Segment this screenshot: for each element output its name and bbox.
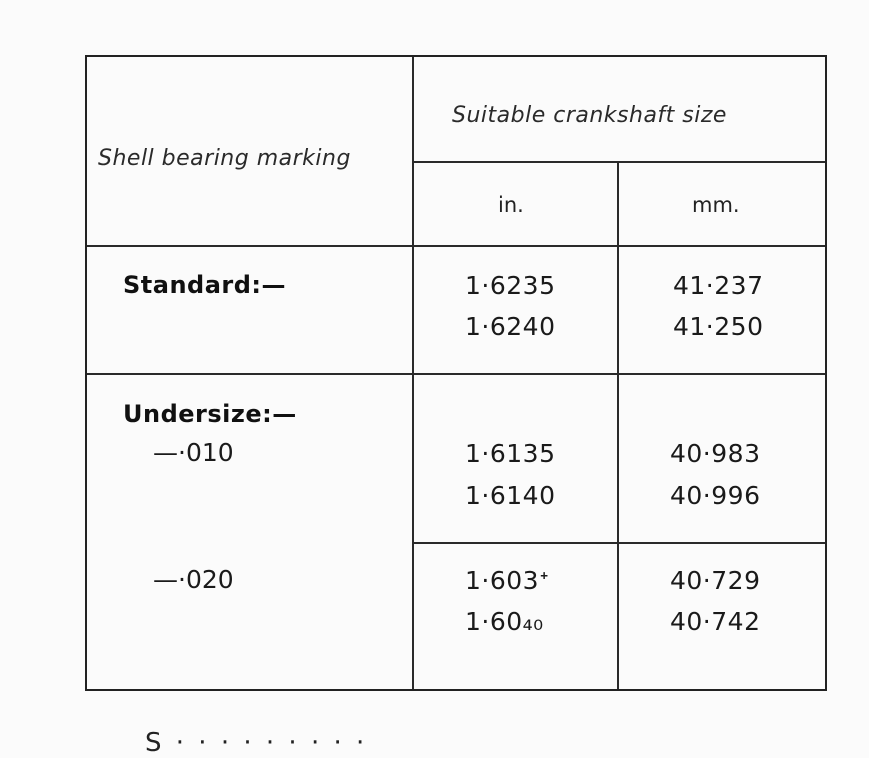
undersize-010-in-2: 1·6140 (465, 481, 556, 510)
header-in: in. (498, 193, 524, 217)
header-mm: mm. (692, 193, 740, 217)
undersize-010-mm-1: 40·983 (670, 439, 761, 468)
undersize-020-label: —·020 (153, 565, 234, 594)
divider-in-mm (617, 162, 619, 689)
undersize-010-label: —·010 (153, 438, 234, 467)
divider-undersize (414, 542, 825, 544)
undersize-020-in-2: 1·60₄₀ (465, 607, 544, 636)
undersize-020-mm-1: 40·729 (670, 566, 761, 595)
header-suitable-crankshaft-size: Suitable crankshaft size (452, 103, 727, 128)
standard-mm-2: 41·250 (673, 312, 764, 341)
undersize-010-mm-2: 40·996 (670, 481, 761, 510)
standard-mm-1: 41·237 (673, 271, 764, 300)
divider-group-header (414, 161, 825, 163)
label-undersize: Undersize:— (123, 400, 297, 428)
label-standard: Standard:— (123, 271, 287, 299)
cropped-footer-text: S · · · · · · · · · (145, 728, 368, 758)
divider-standard (87, 373, 825, 375)
undersize-020-mm-2: 40·742 (670, 607, 761, 636)
divider-header (87, 245, 825, 247)
undersize-010-in-1: 1·6135 (465, 439, 556, 468)
standard-in-2: 1·6240 (465, 312, 556, 341)
header-shell-bearing-marking: Shell bearing marking (98, 146, 351, 171)
crankshaft-size-table (85, 55, 827, 691)
undersize-020-in-1: 1·603ᐩ (465, 566, 550, 595)
standard-in-1: 1·6235 (465, 271, 556, 300)
